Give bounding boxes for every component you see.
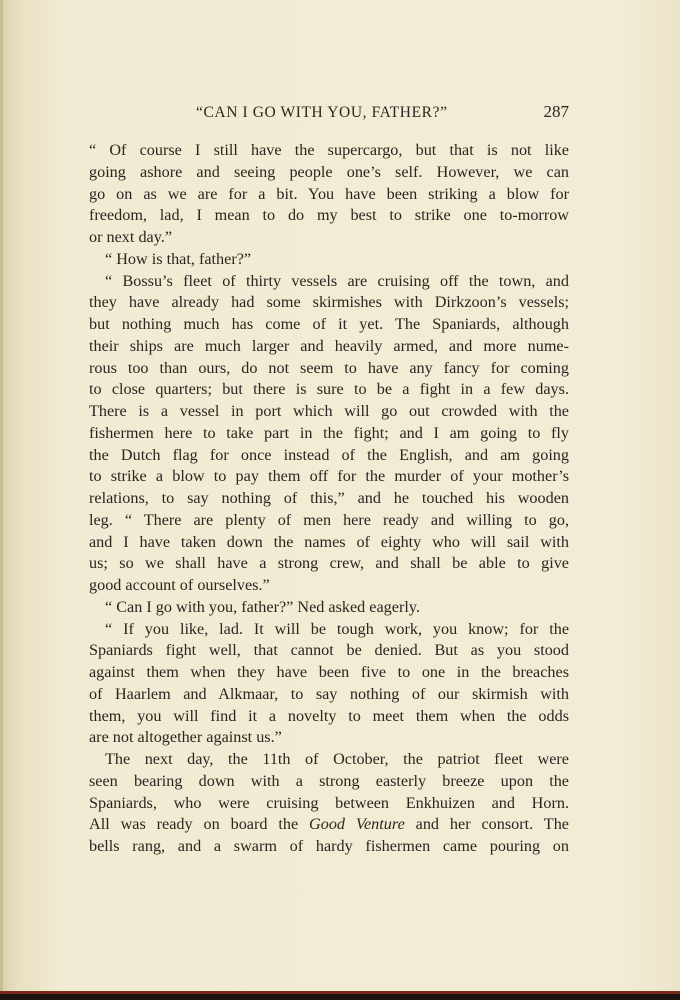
body-text: [89, 140, 569, 858]
text-line: their ships are much larger and heavily armed, and more nume-: [89, 336, 569, 355]
running-head-title: “CAN I GO WITH YOU, FATHER?”: [196, 104, 448, 121]
text-line: “ Of course I still have the supercargo, but that is not like: [89, 141, 569, 159]
page-number: 287: [543, 102, 569, 121]
page-edge-bottom: [0, 994, 680, 1000]
text-line: All was ready on board the Good Venture and her consort. The: [89, 815, 569, 834]
text-line: seen bearing down with a strong easterly breeze upon the: [89, 771, 569, 790]
text-line: There is a vessel in port which will go out crowded with the: [89, 402, 569, 420]
text-line: going ashore and seeing people one’s self. However, we can: [89, 162, 569, 181]
text-line: rous too than ours, do not seem to have any fancy for coming: [89, 358, 569, 377]
text-line: “ How is that, father?”: [105, 249, 252, 268]
running-head: [89, 104, 569, 128]
text-line: are not altogether against us.”: [89, 728, 282, 747]
text-line: us; so we shall have a strong crew, and shall be able to give: [89, 554, 569, 573]
page-gutter: [0, 0, 3, 1000]
text-line: of Haarlem and Alkmaar, to say nothing of our skirmish with: [89, 684, 569, 703]
text-line: go on as we are for a bit. You have been striking a blow for: [89, 184, 569, 203]
text-line: the Dutch flag for once instead of the English, and am going: [89, 445, 569, 464]
text-line: but nothing much has come of it yet. The Spaniards, although: [89, 315, 569, 333]
text-line: and I have taken down the names of eighty who will sail with: [89, 532, 569, 551]
text-line: freedom, lad, I mean to do my best to strike one to-morrow: [89, 206, 569, 225]
text-line: good account of ourselves.”: [89, 576, 270, 594]
text-line: “ Bossu’s fleet of thirty vessels are cruising off the town, and: [105, 271, 569, 290]
text-line: The next day, the 11th of October, the patriot fleet were: [105, 750, 569, 768]
text-line: fishermen here to take part in the fight; and I am going to fly: [89, 423, 569, 442]
text-line: “ Can I go with you, father?” Ned asked eagerly.: [105, 597, 420, 616]
text-line: leg. “ There are plenty of men here ready and willing to go,: [89, 510, 569, 529]
text-line: or next day.”: [89, 228, 172, 246]
text-line: to close quarters; but there is sure to be a fight in a few days.: [89, 380, 569, 399]
text-line: to strike a blow to pay them off for the murder of your mother’s: [89, 467, 569, 486]
text-line: “ If you like, lad. It will be tough work, you know; for the: [105, 619, 569, 638]
text-line: they have already had some skirmishes with Dirkzoon’s vessels;: [89, 293, 569, 312]
text-line: Spaniards, who were cruising between Enkhuizen and Horn.: [89, 793, 569, 812]
text-line: Spaniards fight well, that cannot be denied. But as you stood: [89, 641, 569, 660]
text-line: them, you will find it a novelty to meet them when the odds: [89, 706, 569, 725]
text-line: bells rang, and a swarm of hardy fishermen came pouring on: [89, 837, 569, 855]
text-line: relations, to say nothing of this,” and he touched his wooden: [89, 489, 569, 507]
text-line: against them when they have been five to one in the breaches: [89, 663, 569, 681]
